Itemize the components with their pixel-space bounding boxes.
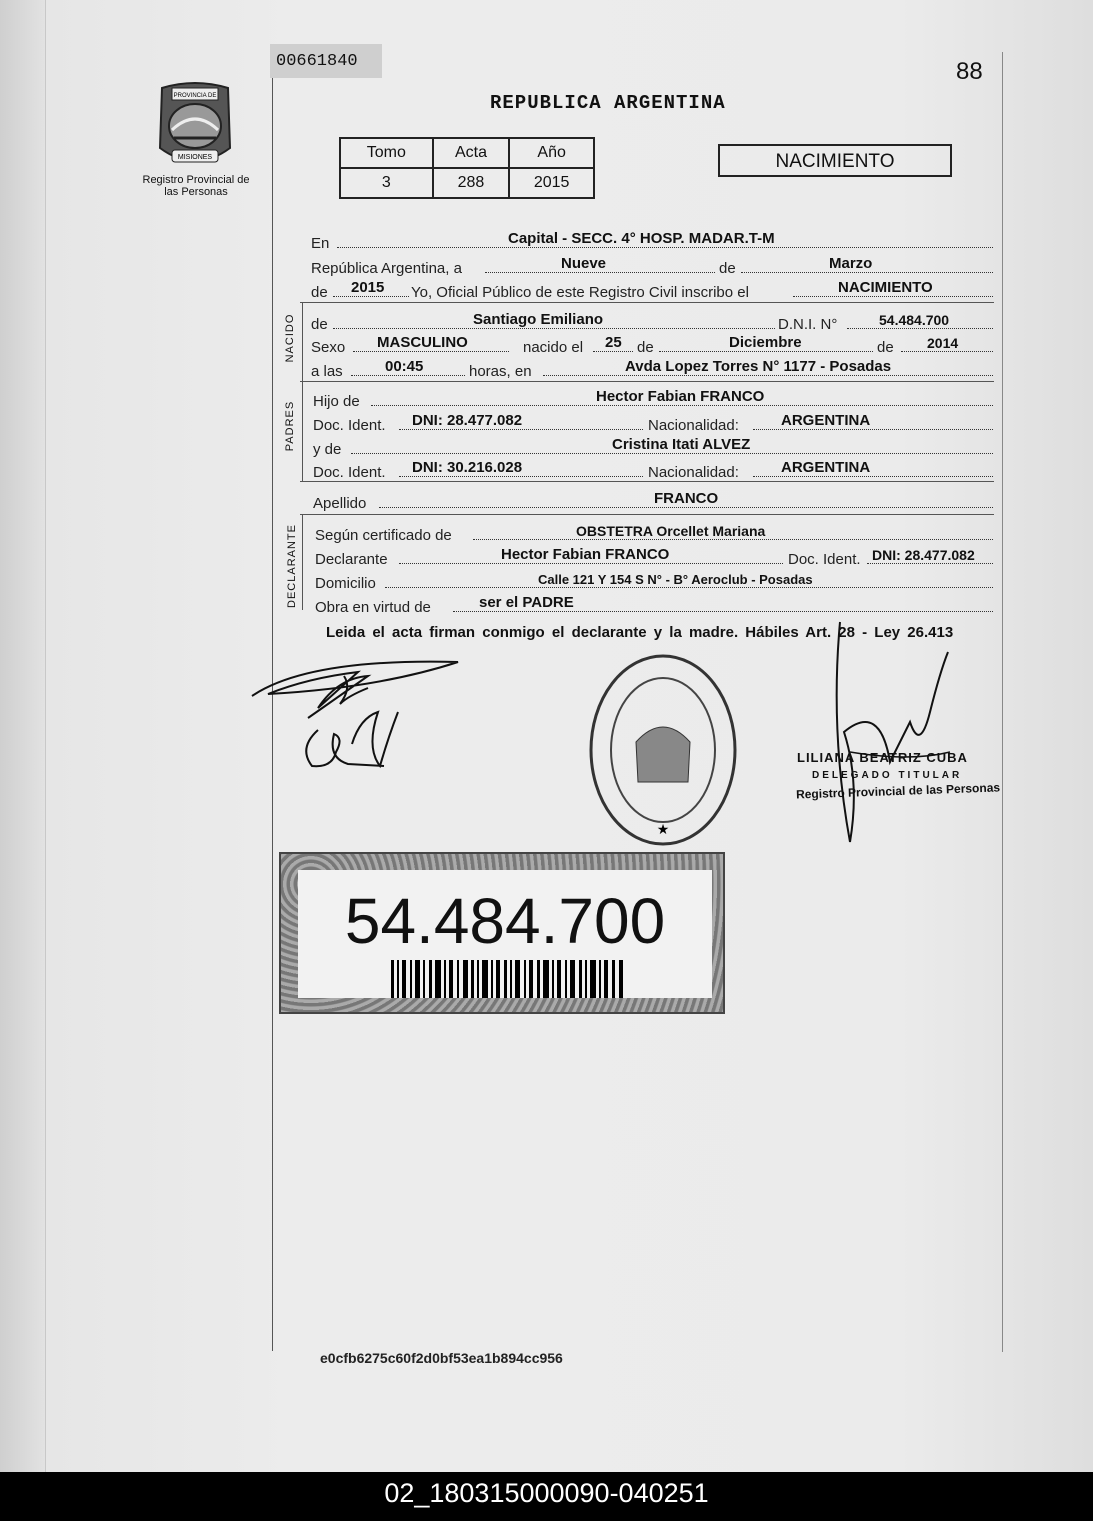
row-mother-doc — [311, 457, 993, 481]
book-reference-table — [339, 137, 595, 199]
dni-label: D.N.I. N° — [778, 316, 838, 333]
row-year — [311, 277, 993, 301]
row-nacido-sex — [311, 332, 993, 356]
padres-section-label: PADRES — [284, 400, 296, 452]
barcode-number: 54.484.700 — [344, 885, 666, 957]
birth-time-value: 00:45 — [385, 358, 424, 375]
declarante-label: Declarante — [315, 551, 388, 568]
divider-padres-top — [300, 381, 994, 382]
barcode-bars-icon — [391, 960, 623, 998]
mother-doc-label: Doc. Ident. — [313, 464, 386, 481]
month-value: Marzo — [829, 255, 873, 272]
sexo-value: MASCULINO — [377, 334, 468, 351]
nacido-el-label: nacido el — [523, 339, 584, 356]
row-republica — [311, 253, 993, 277]
father-nat-value: ARGENTINA — [781, 412, 871, 429]
row-declarante — [311, 544, 993, 568]
yde-label: y de — [313, 441, 342, 458]
mother-name-value: Cristina Itati ALVEZ — [612, 436, 751, 453]
alas-label: a las — [311, 363, 343, 380]
closing-statement: Leida el acta firman conmigo el declarante y la madre. Hábiles Art. 28 - Ley 26.413 — [326, 624, 954, 641]
logo-top-text: PROVINCIA DE — [173, 93, 217, 99]
child-dni-value: 54.484.700 — [879, 312, 950, 328]
en-value: Capital - SECC. 4° HOSP. MADAR.T-M — [508, 230, 775, 247]
de-label-2: de — [637, 339, 654, 356]
file-id-strip — [0, 1472, 1093, 1521]
mother-nat-label: Nacionalidad: — [648, 464, 739, 481]
row-mother — [311, 434, 993, 458]
father-nat-label: Nacionalidad: — [648, 417, 739, 434]
nacido-de-label: de — [311, 316, 328, 333]
en-label: En — [311, 235, 330, 252]
horas-label: horas, en — [469, 363, 532, 380]
father-doc-value: DNI: 28.477.082 — [412, 412, 523, 429]
cert-value: OBSTETRA Orcellet Mariana — [576, 523, 766, 539]
row-father-doc — [311, 410, 993, 434]
de2-label: de — [311, 284, 328, 301]
country-title: REPUBLICA ARGENTINA — [490, 92, 726, 114]
hijo-label: Hijo de — [313, 393, 360, 410]
official-title: DELEGADO TITULAR — [812, 770, 963, 781]
cert-label: Según certificado de — [315, 527, 452, 544]
row-nacido-name — [311, 309, 993, 333]
mother-nat-value: ARGENTINA — [781, 459, 871, 476]
birth-place-value: Avda Lopez Torres N° 1177 - Posadas — [625, 358, 892, 375]
serial-number: 00661840 — [270, 44, 382, 78]
de-label: de — [719, 260, 736, 277]
declarant-signature-icon — [248, 648, 468, 778]
svg-text:★: ★ — [656, 821, 670, 837]
declarante-section-label: DECLARANTE — [286, 524, 298, 608]
divider-declarante-top — [300, 514, 994, 515]
de-label-3: de — [877, 339, 894, 356]
row-nacido-time — [311, 356, 993, 380]
padres-side-line — [302, 381, 303, 481]
mother-doc-value: DNI: 30.216.028 — [412, 459, 523, 476]
nacido-side-line — [302, 302, 303, 382]
child-name-value: Santiago Emiliano — [473, 311, 604, 328]
official-name: LILIANA BEATRIZ CUBA — [797, 750, 968, 765]
acta-header: Acta — [433, 138, 510, 168]
official-office: Registro Provincial de las Personas — [795, 780, 1001, 802]
page-number: 88 — [956, 58, 983, 85]
domicilio-label: Domicilio — [315, 575, 376, 592]
declarante-side-line — [302, 514, 303, 610]
barcode-label — [279, 852, 725, 1014]
birth-year-value: 2014 — [927, 335, 959, 351]
document-hash: e0cfb6275c60f2d0bf53ea1b894cc956 — [320, 1350, 563, 1366]
divider-nacido-top — [300, 302, 994, 303]
official-seal-icon — [588, 652, 738, 848]
nacido-section-label: NACIDO — [284, 313, 296, 363]
sexo-label: Sexo — [311, 339, 346, 356]
apellido-value: FRANCO — [654, 490, 719, 507]
domicilio-value: Calle 121 Y 154 S N° - B° Aeroclub - Posadas — [538, 572, 813, 587]
row-domicilio — [311, 568, 993, 592]
obra-value: ser el PADRE — [479, 594, 574, 611]
tomo-value: 3 — [340, 168, 433, 198]
year-value: 2015 — [351, 279, 385, 296]
birth-day-value: 25 — [605, 334, 622, 351]
father-doc-label: Doc. Ident. — [313, 417, 386, 434]
father-name-value: Hector Fabian FRANCO — [596, 388, 765, 405]
row-apellido — [311, 488, 993, 512]
ano-header: Año — [509, 138, 594, 168]
oficial-label: Yo, Oficial Público de este Registro Civil inscribo el — [411, 284, 749, 301]
official-signature-icon — [820, 612, 970, 862]
right-margin-line — [1002, 52, 1003, 1352]
page-edge — [0, 0, 46, 1472]
tomo-header: Tomo — [340, 138, 433, 168]
declarante-doc-label: Doc. Ident. — [788, 551, 861, 568]
republica-label: República Argentina, a — [311, 260, 462, 277]
misiones-shield-icon — [150, 78, 240, 174]
logo-bottom-text: MISIONES — [177, 154, 213, 161]
apellido-label: Apellido — [313, 495, 367, 512]
obra-label: Obra en virtud de — [315, 599, 431, 616]
record-type-box: NACIMIENTO — [718, 144, 952, 177]
acta-value: 288 — [433, 168, 510, 198]
divider-apellido-top — [300, 481, 994, 482]
row-father — [311, 386, 993, 410]
declarante-value: Hector Fabian FRANCO — [501, 546, 670, 563]
birth-month-value: Diciembre — [729, 334, 802, 351]
declarante-doc-value: DNI: 28.477.082 — [872, 547, 975, 563]
day-value: Nueve — [561, 255, 607, 272]
ano-value: 2015 — [509, 168, 594, 198]
inscribo-value: NACIMIENTO — [838, 279, 933, 296]
row-en — [311, 228, 993, 252]
registry-name: Registro Provincial de las Personas — [142, 174, 250, 198]
file-id: 02_180315000090-040251 — [384, 1478, 709, 1508]
row-certificado — [311, 520, 993, 544]
